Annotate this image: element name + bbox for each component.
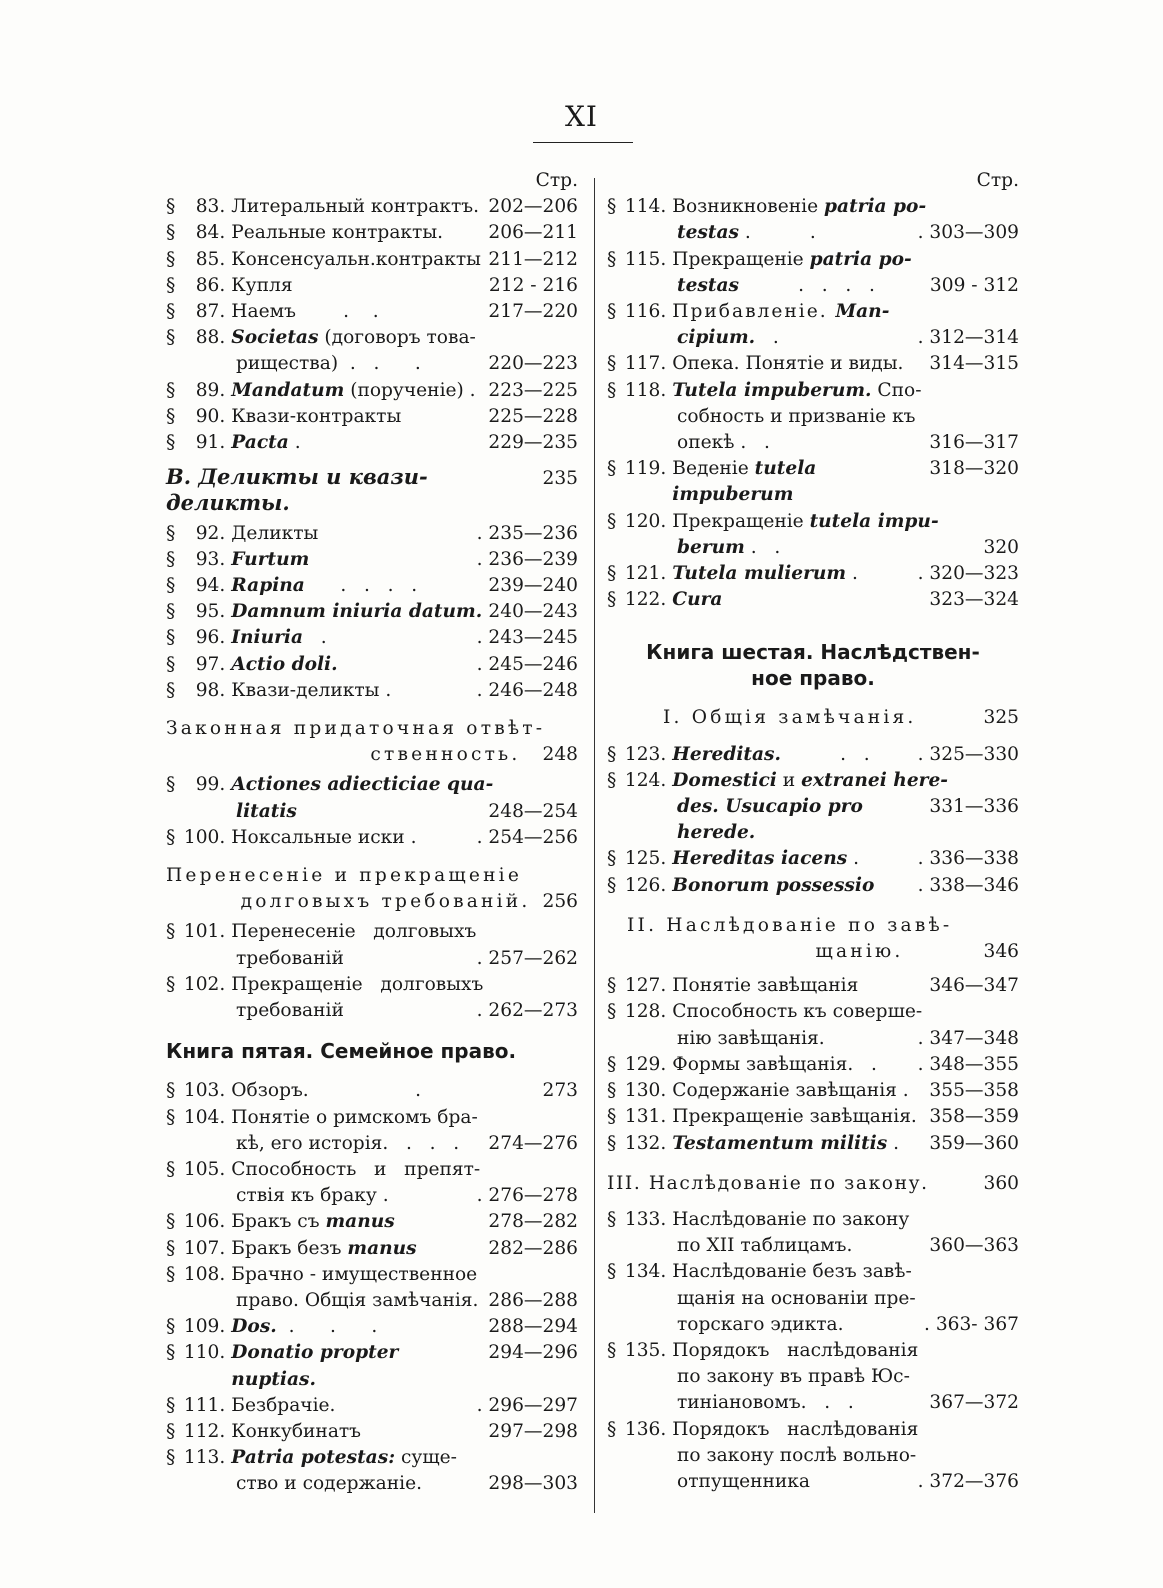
toc-entry-131[interactable]: § 131. Прекращеніе завѣщанія. 358—359 [607, 1106, 1019, 1128]
toc-entry-93[interactable]: § 93. Furtum . 236—239 [166, 548, 578, 570]
page-column-header: Стр. [976, 170, 1019, 191]
toc-entry-117[interactable]: § 117. Опека. Понятіе и виды. 314—315 [607, 353, 1019, 375]
section-heading-general[interactable]: I. Общія замѣчанія. 325 [663, 707, 1019, 729]
toc-entry-87[interactable]: § 87. Наемъ . . 217—220 [166, 301, 578, 323]
toc-entry-92[interactable]: § 92. Деликты . 235—236 [166, 522, 578, 544]
toc-entry-121[interactable]: § 121. Tutela mulierum . . 320—323 [607, 563, 1019, 585]
toc-entry-135-cont2[interactable]: тиніановомъ. . . 367—372 [677, 1392, 1019, 1414]
toc-entry-114[interactable]: § 114. Возникновеніе patria po- [607, 196, 927, 218]
page-number-rule [533, 142, 633, 143]
right-column [607, 168, 1019, 1495]
column-divider [594, 178, 595, 1513]
toc-entry-124-cont[interactable]: des. Usucapio pro herede. 331—336 [677, 796, 1019, 844]
toc-entry-133[interactable]: § 133. Наслѣдованіе по закону [607, 1208, 910, 1230]
toc-entry-89[interactable]: § 89. Mandatum (порученіе) . 223—225 [166, 379, 578, 401]
book-heading-five[interactable]: Книга пятая. Семейное право. [166, 1039, 517, 1064]
toc-entry-85[interactable]: § 85. Консенсуальн.контракты 211—212 [166, 248, 578, 270]
toc-entry-94[interactable]: § 94. Rapina . . . . 239—240 [166, 575, 578, 597]
toc-entry-104[interactable]: § 104. Понятіе о римскомъ бра- [166, 1106, 478, 1128]
toc-entry-119[interactable]: § 119. Веденіе tutela impuberum 318—320 [607, 458, 1019, 506]
toc-entry-134-cont2[interactable]: торскаго эдикта. . 363- 367 [677, 1313, 1019, 1335]
toc-entry-135-cont[interactable]: по закону въ правѣ Юс- [677, 1366, 910, 1388]
toc-entry-118-cont2[interactable]: опекѣ . . 316—317 [677, 432, 1019, 454]
page-number: XI [565, 100, 598, 133]
left-column [166, 168, 578, 1498]
section-heading-delicts[interactable]: В. Деликты и квази-деликты. 235 [166, 464, 578, 516]
toc-entry-109[interactable]: § 109. Dos. . . . 288—294 [166, 1316, 578, 1338]
section-heading-liability[interactable]: Законная придаточная отвѣт- ственность. 248 [166, 718, 578, 766]
toc-entry-127[interactable]: § 127. Понятіе завѣщанія 346—347 [607, 975, 1019, 997]
toc-entry-99-cont[interactable]: litatis 248—254 [236, 800, 578, 822]
toc-entry-113[interactable]: § 113. Patria potestas: суще- [166, 1447, 457, 1469]
toc-entry-84[interactable]: § 84. Реальные контракты. 206—211 [166, 222, 578, 244]
toc-entry-128-cont[interactable]: нію завѣщанія. . 347—348 [677, 1027, 1019, 1049]
book-heading-six[interactable]: Книга шестая. Наслѣдствен- ное право. [646, 640, 980, 691]
toc-entry-120-cont[interactable]: berum . . 320 [677, 536, 1019, 558]
toc-entry-122[interactable]: § 122. Cura 323—324 [607, 589, 1019, 611]
toc-entry-128[interactable]: § 128. Способность къ соверше- [607, 1001, 923, 1023]
toc-entry-108-cont[interactable]: право. Общія замѣчанія. 286—288 [236, 1289, 578, 1311]
toc-entry-100[interactable]: § 100. Ноксальные иски . . 254—256 [166, 826, 578, 848]
toc-entry-101-cont[interactable]: требованій . 257—262 [236, 947, 578, 969]
toc-entry-83[interactable]: § 83. Литеральный контрактъ. 202—206 [166, 196, 578, 218]
toc-entry-118-cont[interactable]: собность и призваніе къ [677, 405, 916, 427]
toc-entry-134[interactable]: § 134. Наслѣдованіе безъ завѣ- [607, 1261, 912, 1283]
toc-entry-104-cont[interactable]: кѣ, его исторія. . . . 274—276 [236, 1132, 578, 1154]
toc-entry-99[interactable]: § 99. Actiones adiecticiae qua- [166, 774, 494, 796]
toc-entry-102-cont[interactable]: требованій . 262—273 [236, 1000, 578, 1022]
toc-entry-108[interactable]: § 108. Брачно - имущественное [166, 1263, 478, 1285]
toc-entry-97[interactable]: § 97. Actio doli. . 245—246 [166, 653, 578, 675]
toc-entry-101[interactable]: § 101. Перенесеніе долговыхъ [166, 921, 477, 943]
toc-entry-90[interactable]: § 90. Квази-контракты 225—228 [166, 405, 578, 427]
toc-entry-136-cont[interactable]: по закону послѣ вольно- [677, 1444, 917, 1466]
toc-entry-96[interactable]: § 96. Iniuria . . 243—245 [166, 627, 578, 649]
toc-entry-118[interactable]: § 118. Tutela impuberum. Спо- [607, 379, 922, 401]
toc-entry-102[interactable]: § 102. Прекращеніе долговыхъ [166, 973, 484, 995]
toc-entry-136-cont2[interactable]: отпущенника . 372—376 [677, 1470, 1019, 1492]
toc-entry-136[interactable]: § 136. Порядокъ наслѣдованія [607, 1418, 919, 1440]
toc-entry-95[interactable]: § 95. Damnum iniuria datum. 240—243 [166, 601, 578, 623]
toc-entry-116[interactable]: § 116. Прибавленіе. Man- [607, 301, 890, 323]
toc-entry-129[interactable]: § 129. Формы завѣщанія. . . 348—355 [607, 1053, 1019, 1075]
toc-entry-111[interactable]: § 111. Безбрачіе. . 296—297 [166, 1394, 578, 1416]
toc-entry-88-cont[interactable]: рищества) . . . 220—223 [236, 353, 578, 375]
toc-entry-114-cont[interactable]: testas . . . 303—309 [677, 222, 1019, 244]
toc-entry-107[interactable]: § 107. Бракъ безъ manus 282—286 [166, 1237, 578, 1259]
toc-entry-126[interactable]: § 126. Bonorum possessio . 338—346 [607, 874, 1019, 896]
toc-entry-112[interactable]: § 112. Конкубинатъ 297—298 [166, 1420, 578, 1442]
toc-entry-120[interactable]: § 120. Прекращеніе tutela impu- [607, 510, 939, 532]
toc-entry-86[interactable]: § 86. Купля 212 - 216 [166, 274, 578, 296]
page-column-header: Стр. [535, 170, 578, 191]
toc-entry-91[interactable]: § 91. Pacta . 229—235 [166, 432, 578, 454]
toc-entry-105-cont[interactable]: ствія къ браку . . 276—278 [236, 1185, 578, 1207]
toc-entry-133-cont[interactable]: по XII таблицамъ. 360—363 [677, 1235, 1019, 1257]
toc-entry-116-cont[interactable]: cipium. . . 312—314 [677, 327, 1019, 349]
toc-entry-115-cont[interactable]: testas . . . . 309 - 312 [677, 274, 1019, 296]
toc-entry-134-cont[interactable]: щанія на основаніи пре- [677, 1287, 916, 1309]
toc-entry-115[interactable]: § 115. Прекращеніе patria po- [607, 248, 912, 270]
toc-entry-124[interactable]: § 124. Domestici и extranei here- [607, 769, 948, 791]
toc-entry-88[interactable]: § 88. Societas (договоръ това- [166, 327, 476, 349]
toc-entry-98[interactable]: § 98. Квази-деликты . . 246—248 [166, 679, 578, 701]
section-heading-testament[interactable]: II. Наслѣдованіе по завѣ- щанію. 346 [627, 914, 1019, 963]
toc-entry-113-cont[interactable]: ство и содержаніе. 298—303 [236, 1473, 578, 1495]
toc-entry-135[interactable]: § 135. Порядокъ наслѣдованія [607, 1339, 919, 1361]
toc-entry-105[interactable]: § 105. Способность и препят- [166, 1158, 481, 1180]
toc-entry-130[interactable]: § 130. Содержаніе завѣщанія . 355—358 [607, 1080, 1019, 1102]
section-heading-intestate[interactable]: III. Наслѣдованіе по закону. 360 [607, 1172, 1019, 1194]
toc-entry-106[interactable]: § 106. Бракъ съ manus 278—282 [166, 1211, 578, 1233]
toc-entry-103[interactable]: § 103. Обзоръ. . 273 [166, 1080, 578, 1102]
toc-entry-123[interactable]: § 123. Hereditas. . . . 325—330 [607, 743, 1019, 765]
section-heading-transfer[interactable]: Перенесеніе и прекращеніе долговыхъ требованій. 256 [166, 865, 578, 913]
toc-entry-125[interactable]: § 125. Hereditas iacens . . 336—338 [607, 848, 1019, 870]
toc-entry-132[interactable]: § 132. Testamentum militis . 359—360 [607, 1132, 1019, 1154]
toc-entry-110[interactable]: § 110. Donatio propter nuptias. 294—296 [166, 1342, 578, 1390]
